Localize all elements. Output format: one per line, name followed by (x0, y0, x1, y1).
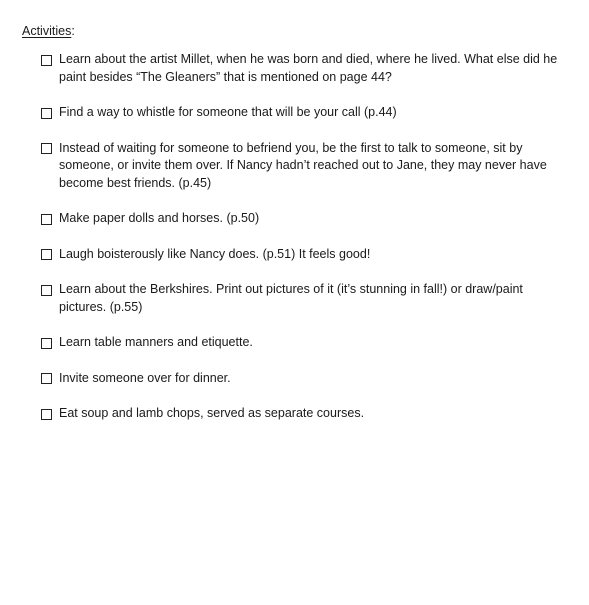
activity-item (41, 405, 561, 423)
activity-checkbox[interactable] (41, 143, 52, 154)
activity-checkbox[interactable] (41, 55, 52, 66)
activity-checkbox[interactable] (41, 108, 52, 119)
activity-item (41, 246, 561, 264)
activities-heading (22, 23, 75, 39)
activity-text: Learn table manners and etiquette. (59, 335, 253, 349)
activity-checkbox[interactable] (41, 249, 52, 260)
activities-heading-label: Activities (22, 24, 72, 38)
activity-text: Learn about the Berkshires. Print out pictures of it (it’s stunning in fall!) or draw/paint pictures. (p.55) (59, 282, 523, 314)
activity-text: Instead of waiting for someone to befriend you, be the first to talk to someone, sit by someone, or invite them over. If Nancy hadn’t reached out to Jane, they may never have become best friends. (p.45) (59, 140, 547, 190)
activity-text: Learn about the artist Millet, when he was born and died, where he lived. What else did he paint besides “The Gleaners” that is mentioned on page 44? (59, 52, 558, 84)
activity-item (41, 370, 561, 388)
activity-item (41, 51, 561, 86)
activity-checkbox[interactable] (41, 338, 52, 349)
activity-text: Eat soup and lamb chops, served as separate courses. (59, 406, 365, 420)
activity-text: Invite someone over for dinner. (59, 370, 231, 385)
activity-item (41, 281, 561, 316)
activity-text: Laugh boisterously like Nancy does. (p.51) It feels good! (59, 246, 371, 261)
activity-checkbox[interactable] (41, 409, 52, 420)
activities-heading-colon: : (71, 24, 75, 38)
activity-item (41, 210, 561, 228)
activity-text: Make paper dolls and horses. (p.50) (59, 211, 260, 225)
activity-item (41, 334, 561, 352)
activities-checklist (41, 51, 561, 441)
activity-item (41, 104, 561, 122)
activity-text: Find a way to whistle for someone that will be your call (p.44) (59, 105, 397, 119)
activity-checkbox[interactable] (41, 285, 52, 296)
activity-item (41, 140, 561, 193)
activity-checkbox[interactable] (41, 214, 52, 225)
activity-checkbox[interactable] (41, 373, 52, 384)
